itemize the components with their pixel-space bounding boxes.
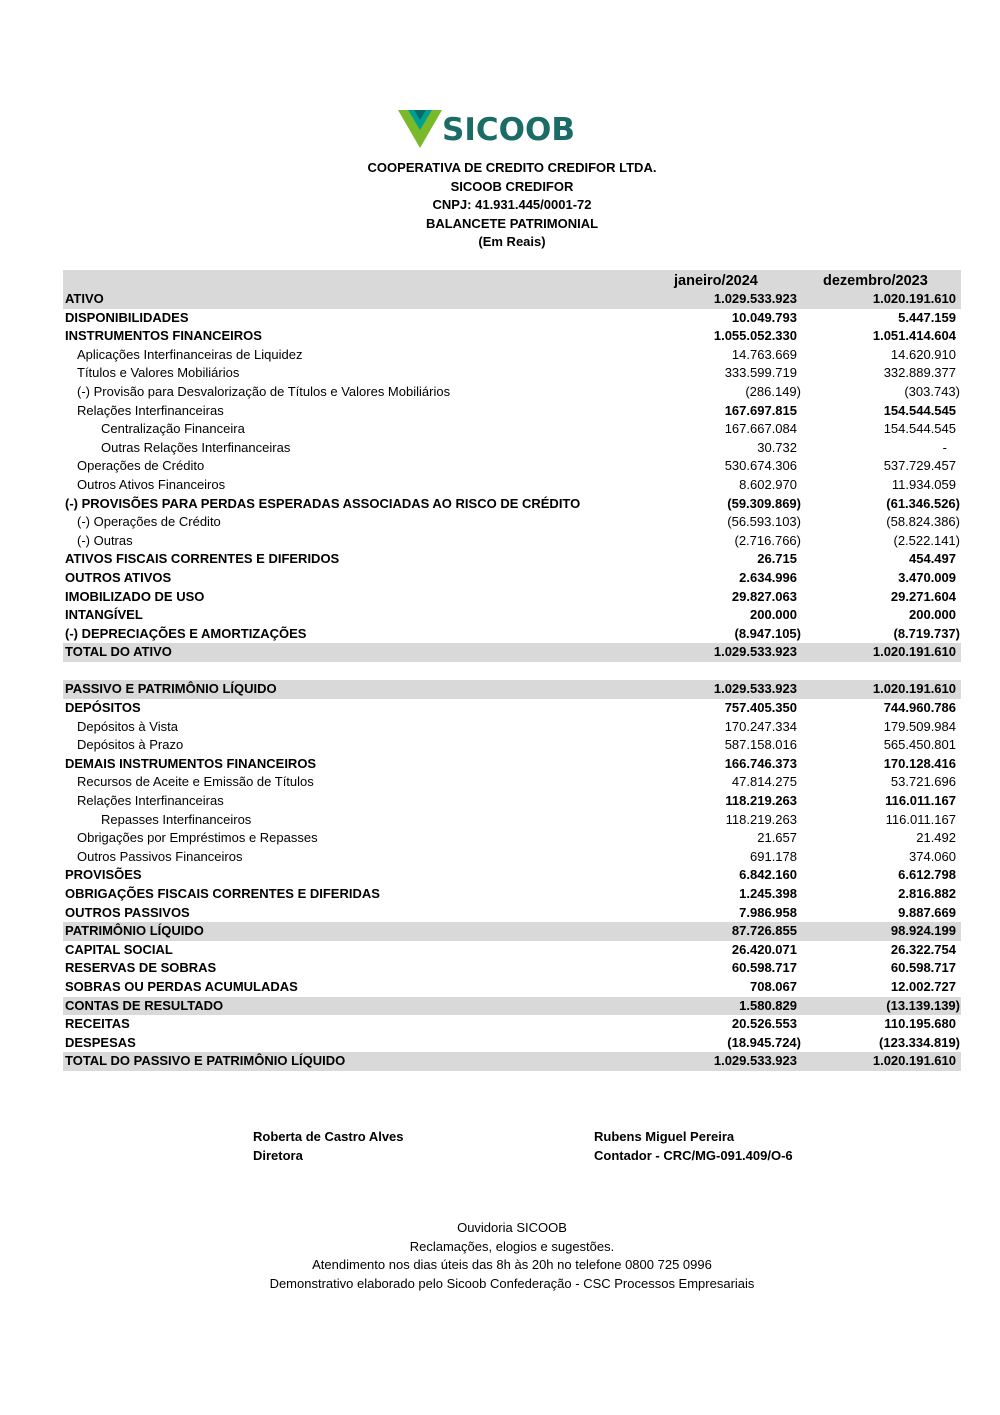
table-row — [63, 346, 961, 365]
value-dec-2023: (2.522.141) — [893, 532, 960, 548]
row-label: RESERVAS DE SOBRAS — [65, 960, 217, 976]
value-dec-2023: 21.492 — [916, 830, 956, 846]
table-row — [63, 959, 961, 978]
value-jan-2024: 691.178 — [750, 848, 797, 864]
row-label: INTANGÍVEL — [65, 607, 143, 623]
row-label: Relações Interfinanceiras — [77, 402, 224, 418]
value-dec-2023: 60.598.717 — [890, 960, 956, 976]
value-dec-2023: 179.509.984 — [883, 718, 956, 734]
value-dec-2023: 6.612.798 — [898, 867, 956, 883]
value-jan-2024: 8.602.970 — [739, 476, 797, 492]
row-label: PATRIMÔNIO LÍQUIDO — [65, 923, 204, 939]
row-label: Outras Relações Interfinanceiras — [101, 439, 291, 455]
value-jan-2024: (2.716.766) — [734, 532, 801, 548]
row-label: OUTROS ATIVOS — [65, 569, 172, 585]
table-row — [63, 550, 961, 569]
value-dec-2023: 537.729.457 — [883, 458, 956, 474]
table-row — [63, 811, 961, 830]
row-label: ATIVOS FISCAIS CORRENTES E DIFERIDOS — [65, 551, 340, 567]
row-label: SOBRAS OU PERDAS ACUMULADAS — [65, 978, 298, 994]
row-label: Obrigações por Empréstimos e Repasses — [77, 830, 318, 846]
value-dec-2023: 110.195.680 — [884, 1016, 956, 1032]
row-label: DISPONIBILIDADES — [65, 309, 189, 325]
value-dec-2023: 12.002.727 — [890, 978, 956, 994]
table-row — [63, 532, 961, 551]
value-dec-2023: 374.060 — [909, 848, 956, 864]
value-jan-2024: 2.634.996 — [739, 569, 797, 585]
value-jan-2024: 530.674.306 — [724, 458, 797, 474]
row-label: RECEITAS — [65, 1016, 130, 1032]
value-dec-2023: 116.011.167 — [885, 811, 956, 827]
logo-text: SICOOB — [442, 112, 575, 148]
value-jan-2024: 60.598.717 — [731, 960, 797, 976]
value-dec-2023: 53.721.696 — [890, 774, 956, 790]
row-label: Centralização Financeira — [101, 421, 245, 437]
signature-left — [253, 1127, 404, 1165]
value-jan-2024: 118.219.263 — [725, 811, 797, 827]
value-jan-2024: 333.599.719 — [724, 365, 797, 381]
table-row — [63, 439, 961, 458]
company-name: COOPERATIVA DE CREDITO CREDIFOR LTDA. — [367, 160, 657, 175]
table-row — [63, 606, 961, 625]
table-row — [63, 1052, 961, 1071]
table-row — [63, 588, 961, 607]
document-title: BALANCETE PATRIMONIAL — [425, 215, 599, 231]
row-label: ATIVO — [65, 291, 104, 306]
footer-line: Ouvidoria SICOOB — [457, 1220, 567, 1235]
table-row — [63, 457, 961, 476]
table-row — [63, 569, 961, 588]
value-jan-2024: 166.746.373 — [724, 755, 797, 771]
value-jan-2024: 587.158.016 — [724, 737, 797, 753]
table-row — [63, 848, 961, 867]
value-dec-2023: 14.620.910 — [890, 346, 956, 362]
value-jan-2024: (56.593.103) — [727, 514, 801, 530]
row-label: OUTROS PASSIVOS — [65, 904, 190, 920]
value-dec-2023: 116.011.167 — [885, 793, 956, 809]
value-jan-2024: 1.029.533.923 — [713, 644, 797, 660]
table-row — [63, 904, 961, 923]
row-label: IMOBILIZADO DE USO — [65, 588, 205, 604]
row-label: OBRIGAÇÕES FISCAIS CORRENTES E DIFERIDAS — [65, 886, 380, 901]
row-label: CAPITAL SOCIAL — [65, 941, 173, 957]
sicoob-logo — [398, 108, 588, 150]
table-spacer — [63, 662, 961, 681]
row-label: Depósitos à Prazo — [77, 737, 184, 753]
value-dec-2023: 170.128.416 — [883, 755, 956, 771]
value-jan-2024: 1.245.398 — [739, 886, 797, 901]
row-label: Relações Interfinanceiras — [77, 793, 224, 809]
value-dec-2023: 5.447.159 — [898, 309, 956, 325]
table-row — [63, 383, 961, 402]
table-row — [63, 829, 961, 848]
column-header-row — [63, 270, 961, 290]
value-jan-2024: 14.763.669 — [731, 346, 797, 362]
table-row — [63, 290, 961, 309]
table-row — [63, 885, 961, 904]
value-jan-2024: 6.842.160 — [739, 867, 797, 883]
value-dec-2023: 1.020.191.610 — [872, 644, 956, 660]
value-jan-2024: 1.055.052.330 — [713, 328, 797, 344]
table-row — [63, 755, 961, 774]
row-label: Outros Ativos Financeiros — [77, 476, 226, 492]
value-jan-2024: 87.726.855 — [731, 923, 797, 939]
footer-line: Reclamações, elogios e sugestões. — [409, 1238, 615, 1254]
value-dec-2023: 2.816.882 — [898, 886, 956, 901]
row-label: Aplicações Interfinanceiras de Liquidez — [77, 346, 303, 362]
value-dec-2023: 1.051.414.604 — [872, 328, 956, 344]
value-jan-2024: 30.732 — [757, 439, 797, 455]
value-dec-2023: (58.824.386) — [886, 514, 960, 530]
value-dec-2023: 154.544.545 — [883, 402, 956, 418]
value-jan-2024: 708.067 — [750, 978, 797, 994]
row-label: DEMAIS INSTRUMENTOS FINANCEIROS — [65, 755, 317, 771]
signature-right — [594, 1127, 793, 1165]
table-row — [63, 420, 961, 439]
brand-name: SICOOB CREDIFOR — [450, 178, 574, 194]
value-jan-2024: 118.219.263 — [725, 793, 797, 809]
table-row — [63, 866, 961, 885]
value-dec-2023: 200.000 — [909, 607, 956, 623]
value-dec-2023: (61.346.526) — [886, 495, 960, 511]
currency-note: (Em Reais) — [478, 234, 546, 250]
value-dec-2023: (303.743) — [904, 383, 960, 399]
signer-role: Contador - CRC/MG-091.409/O-6 — [594, 1148, 793, 1163]
row-label: TOTAL DO ATIVO — [65, 644, 172, 660]
table-row — [63, 309, 961, 328]
table-row — [63, 327, 961, 346]
row-label: TOTAL DO PASSIVO E PATRIMÔNIO LÍQUIDO — [65, 1053, 346, 1069]
value-jan-2024: 21.657 — [757, 830, 797, 846]
row-label: DESPESAS — [65, 1034, 136, 1050]
table-row — [63, 513, 961, 532]
table-row — [63, 718, 961, 737]
value-dec-2023: 26.322.754 — [890, 941, 956, 957]
value-dec-2023: (123.334.819) — [879, 1034, 960, 1050]
value-jan-2024: 170.247.334 — [724, 718, 797, 734]
table-row — [63, 997, 961, 1016]
row-label: Títulos e Valores Mobiliários — [77, 365, 240, 381]
table-body — [63, 290, 961, 1071]
table-row — [63, 364, 961, 383]
value-jan-2024: 757.405.350 — [724, 700, 797, 716]
row-label: Operações de Crédito — [77, 458, 205, 474]
value-jan-2024: 47.814.275 — [731, 774, 797, 790]
table-row — [63, 792, 961, 811]
value-dec-2023: (13.139.139) — [886, 997, 960, 1013]
value-dec-2023: 9.887.669 — [898, 904, 956, 920]
value-dec-2023: 1.020.191.610 — [872, 1053, 956, 1069]
row-label: (-) Outras — [77, 532, 133, 548]
value-dec-2023: 11.934.059 — [891, 476, 956, 492]
value-jan-2024: (18.945.724) — [727, 1034, 801, 1050]
value-jan-2024: 1.029.533.923 — [713, 291, 797, 306]
table-row — [63, 625, 961, 644]
table-row — [63, 736, 961, 755]
footer — [0, 1219, 1000, 1293]
table-row — [63, 1015, 961, 1034]
value-dec-2023: 454.497 — [909, 551, 956, 567]
row-label: PASSIVO E PATRIMÔNIO LÍQUIDO — [65, 681, 277, 697]
value-jan-2024: 26.715 — [757, 551, 797, 567]
value-dec-2023: 98.924.199 — [890, 923, 956, 939]
row-label: (-) PROVISÕES PARA PERDAS ESPERADAS ASSOCIADAS AO RISCO DE CRÉDITO — [65, 495, 581, 511]
table-row — [63, 773, 961, 792]
column-header-dec-2023: dezembro/2023 — [823, 273, 928, 289]
table-row — [63, 476, 961, 495]
value-jan-2024: 167.667.084 — [724, 421, 797, 437]
value-jan-2024: 26.420.071 — [731, 941, 797, 957]
row-label: DEPÓSITOS — [65, 700, 141, 716]
row-label: (-) Provisão para Desvalorização de Títulos e Valores Mobiliários — [77, 383, 451, 399]
row-label: (-) DEPRECIAÇÕES E AMORTIZAÇÕES — [65, 625, 307, 641]
value-jan-2024: 1.029.533.923 — [713, 1053, 797, 1069]
table-row — [63, 495, 961, 514]
row-label: (-) Operações de Crédito — [77, 514, 221, 530]
table-row — [63, 1034, 961, 1053]
value-dec-2023: 1.020.191.610 — [872, 681, 956, 697]
value-dec-2023: 1.020.191.610 — [872, 291, 956, 306]
value-dec-2023: 332.889.377 — [883, 365, 956, 381]
value-jan-2024: (286.149) — [745, 383, 801, 399]
value-dec-2023: 29.271.604 — [890, 588, 956, 604]
value-dec-2023: - — [942, 439, 947, 455]
row-label: Outros Passivos Financeiros — [77, 848, 243, 864]
row-label: Recursos de Aceite e Emissão de Títulos — [77, 774, 314, 790]
row-label: Depósitos à Vista — [77, 718, 178, 734]
table-row — [63, 941, 961, 960]
table-row — [63, 402, 961, 421]
value-dec-2023: 3.470.009 — [898, 569, 956, 585]
row-label: PROVISÕES — [65, 867, 142, 883]
value-jan-2024: 200.000 — [750, 607, 797, 623]
value-jan-2024: 20.526.553 — [731, 1016, 797, 1032]
value-dec-2023: 744.960.786 — [883, 700, 956, 716]
cnpj: CNPJ: 41.931.445/0001-72 — [432, 197, 592, 213]
footer-line: Demonstrativo elaborado pelo Sicoob Confederação - CSC Processos Empresariais — [269, 1275, 755, 1291]
row-label: Repasses Interfinanceiros — [101, 811, 252, 827]
value-jan-2024: 1.029.533.923 — [713, 681, 797, 697]
value-jan-2024: 1.580.829 — [739, 997, 797, 1013]
signer-role: Diretora — [253, 1148, 303, 1163]
value-jan-2024: 10.049.793 — [731, 309, 797, 325]
column-header-jan-2024: janeiro/2024 — [674, 273, 758, 289]
table-row — [63, 922, 961, 941]
value-jan-2024: 29.827.063 — [731, 588, 797, 604]
value-dec-2023: 565.450.801 — [883, 737, 956, 753]
signer-name: Roberta de Castro Alves — [253, 1129, 404, 1144]
footer-line: Atendimento nos dias úteis das 8h às 20h no telefone 0800 725 0996 — [312, 1257, 712, 1273]
row-label: CONTAS DE RESULTADO — [65, 997, 224, 1013]
row-label: INSTRUMENTOS FINANCEIROS — [65, 328, 262, 344]
value-dec-2023: (8.719.737) — [893, 625, 960, 641]
value-jan-2024: 167.697.815 — [724, 402, 797, 418]
table-row — [63, 680, 961, 699]
sicoob-logo-icon — [398, 108, 442, 150]
value-jan-2024: (59.309.869) — [727, 495, 801, 511]
table-row — [63, 699, 961, 718]
value-dec-2023: 154.544.545 — [883, 421, 956, 437]
document-header — [0, 159, 1000, 252]
balance-sheet-table — [63, 270, 961, 1071]
value-jan-2024: (8.947.105) — [734, 625, 801, 641]
signer-name: Rubens Miguel Pereira — [594, 1129, 735, 1144]
table-row — [63, 978, 961, 997]
value-jan-2024: 7.986.958 — [739, 904, 797, 920]
table-row — [63, 643, 961, 662]
